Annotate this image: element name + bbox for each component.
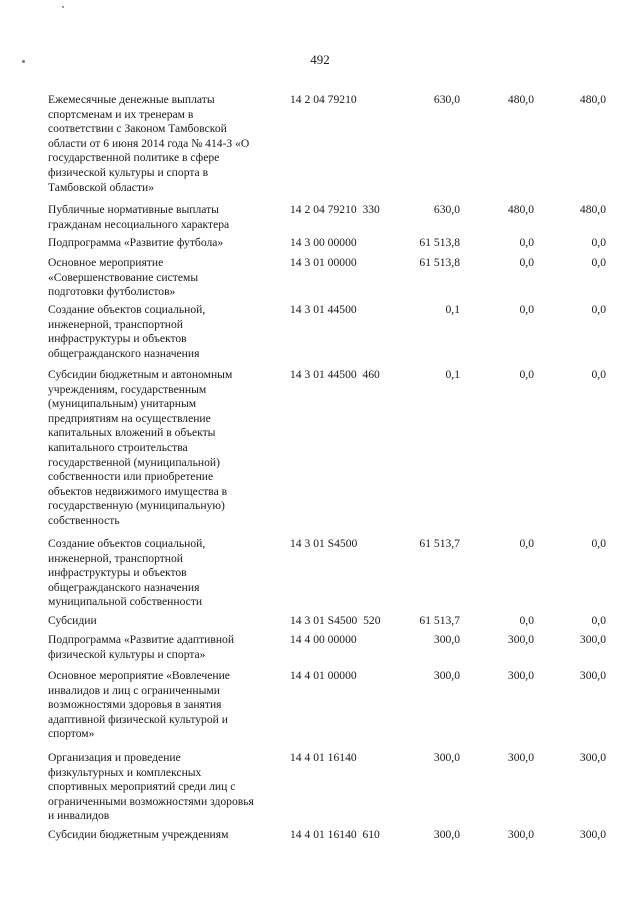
row-value-2: 300,0 (507, 669, 534, 682)
row-name: Создание объектов социальной, инженерной, транспортной инфраструктуры и объектов общегражданского назначения муниципальной собственности (48, 537, 206, 609)
row-name: Подпрограмма «Развитие адаптивной физической культуры и спорта» (48, 633, 235, 661)
row-code: 14 3 01 44500 460 (290, 368, 380, 381)
scan-artifact (62, 6, 64, 8)
row-value-1: 61 513,8 (419, 256, 460, 269)
row-value-3: 300,0 (579, 633, 606, 646)
row-value-2: 0,0 (519, 368, 534, 381)
row-name: Основное мероприятие «Вовлечение инвалидов и лиц с ограниченными возможностями здоровья в занятия адаптивной физической культурой и спортом» (48, 669, 230, 741)
row-name: Субсидии бюджетным учреждениям (48, 828, 229, 841)
row-code: 14 3 01 S4500 (290, 537, 358, 550)
row-value-1: 61 513,7 (419, 537, 460, 550)
row-value-1: 630,0 (433, 203, 460, 216)
row-code: 14 3 00 00000 (290, 236, 357, 249)
row-code: 14 2 04 79210 (290, 93, 357, 106)
row-value-2: 300,0 (507, 633, 534, 646)
row-value-2: 0,0 (519, 614, 534, 627)
row-name: Субсидии (48, 614, 97, 627)
row-code: 14 4 01 16140 (290, 751, 357, 764)
row-value-3: 0,0 (591, 368, 606, 381)
row-value-2: 0,0 (519, 236, 534, 249)
row-value-3: 480,0 (579, 93, 606, 106)
row-value-1: 300,0 (433, 633, 460, 646)
row-name: Ежемесячные денежные выплаты спортсменам и их тренерам в соответствии с Законом Тамбовской области от 6 июня 2014 года № 414-З «О государственной политике в сфере физической культуры и спорта в Тамбовской области» (48, 93, 250, 194)
row-value-3: 300,0 (579, 669, 606, 682)
row-name: Основное мероприятие «Совершенствование системы подготовки футболистов» (48, 256, 199, 299)
row-name: Организация и проведение физкультурных и комплексных спортивных мероприятий среди лиц с ограниченными возможностями здоровья и инвалидов (48, 751, 254, 823)
row-name: Субсидии бюджетным и автономным учреждениям, государственным (муниципальным) унитарным предприятиям на осуществление капитальных вложений в объекты капитального строительства государственной (муниципальной) собственности или приобретение объектов недвижимого имущества в государственную (муниципальную) собственность (48, 368, 233, 527)
row-name: Подпрограмма «Развитие футбола» (48, 236, 224, 249)
row-value-3: 0,0 (591, 614, 606, 627)
row-value-3: 0,0 (591, 537, 606, 550)
row-value-2: 480,0 (507, 203, 534, 216)
row-value-2: 0,0 (519, 256, 534, 269)
row-value-3: 300,0 (579, 828, 606, 841)
row-code: 14 4 00 00000 (290, 633, 357, 646)
row-code: 14 2 04 79210 330 (290, 203, 380, 216)
row-value-1: 630,0 (433, 93, 460, 106)
row-value-1: 300,0 (433, 751, 460, 764)
row-value-2: 300,0 (507, 751, 534, 764)
row-value-2: 300,0 (507, 828, 534, 841)
row-value-1: 300,0 (433, 828, 460, 841)
row-value-1: 0,1 (445, 368, 460, 381)
row-value-2: 480,0 (507, 93, 534, 106)
row-value-3: 300,0 (579, 751, 606, 764)
row-code: 14 4 01 16140 610 (290, 828, 380, 841)
row-value-3: 0,0 (591, 256, 606, 269)
row-code: 14 3 01 S4500 520 (290, 614, 381, 627)
row-value-2: 0,0 (519, 537, 534, 550)
row-value-1: 300,0 (433, 669, 460, 682)
row-code: 14 3 01 00000 (290, 256, 357, 269)
page-number: 492 (310, 52, 330, 67)
row-value-2: 0,0 (519, 303, 534, 316)
row-code: 14 4 01 00000 (290, 669, 357, 682)
row-value-3: 0,0 (591, 236, 606, 249)
row-value-1: 61 513,8 (419, 236, 460, 249)
row-value-1: 61 513,7 (419, 614, 460, 627)
row-value-1: 0,1 (445, 303, 460, 316)
row-value-3: 480,0 (579, 203, 606, 216)
row-code: 14 3 01 44500 (290, 303, 357, 316)
row-value-3: 0,0 (591, 303, 606, 316)
row-name: Создание объектов социальной, инженерной, транспортной инфраструктуры и объектов общегражданского назначения (48, 303, 206, 360)
row-name: Публичные нормативные выплаты гражданам несоциального характера (48, 203, 230, 231)
